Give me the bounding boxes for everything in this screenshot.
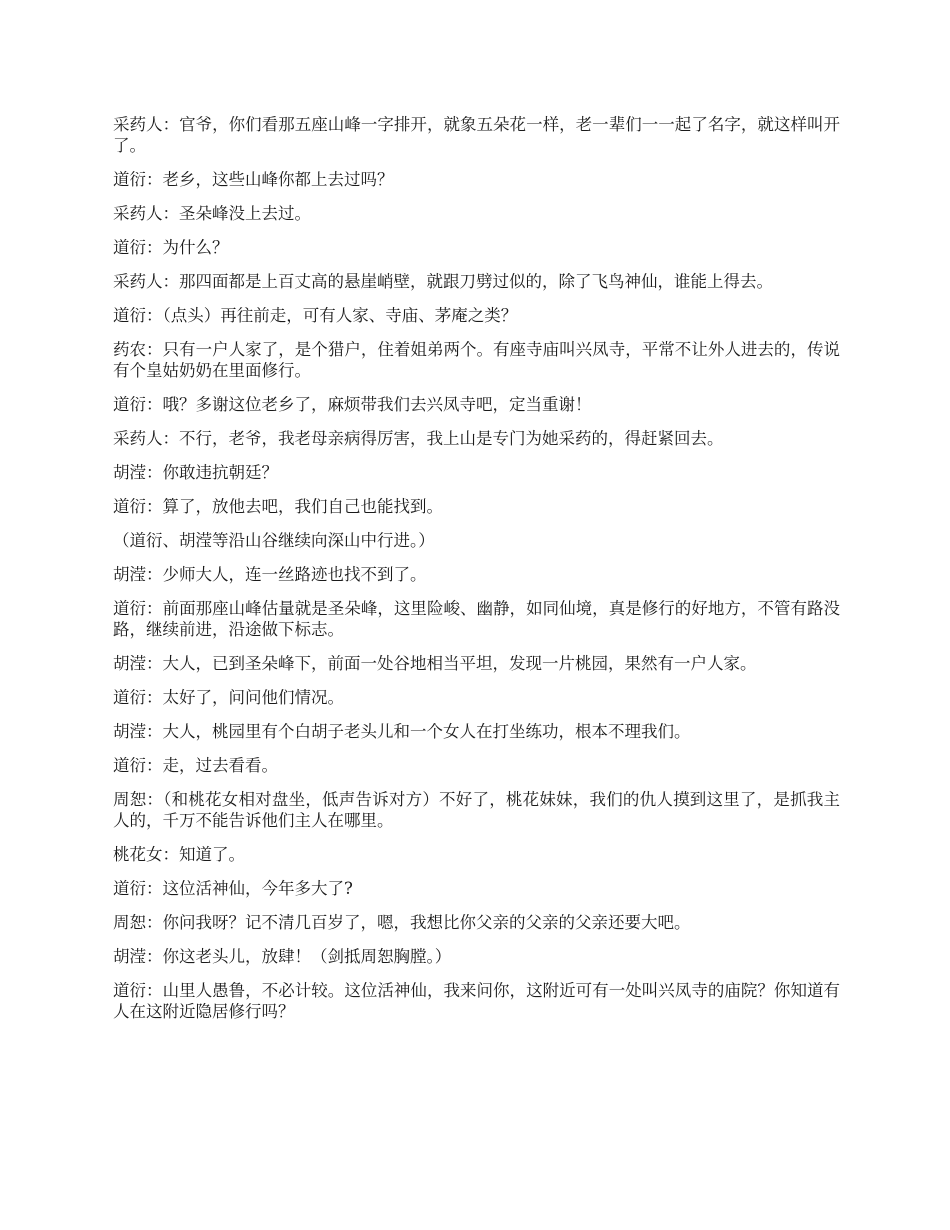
dialogue-line: 道衍：前面那座山峰估量就是圣朵峰，这里险峻、幽静，如同仙境，真是修行的好地方，不管有路没路，继续前进，沿途做下标志。 bbox=[113, 599, 840, 639]
dialogue-line: 周恕：你问我呀？记不清几百岁了，嗯，我想比你父亲的父亲的父亲还要大吧。 bbox=[113, 913, 691, 932]
dialogue-line: 道衍：为什么？ bbox=[113, 238, 229, 257]
dialogue-line: 采药人：不行，老爷，我老母亲病得厉害，我上山是专门为她采药的，得赶紧回去。 bbox=[113, 429, 724, 448]
dialogue-line: 道衍：哦？多谢这位老乡了，麻烦带我们去兴凤寺吧，定当重谢！ bbox=[113, 395, 592, 414]
dialogue-line: 道衍：这位活神仙，今年多大了? bbox=[113, 879, 353, 898]
dialogue-line: 胡滢：大人，已到圣朵峰下，前面一处谷地相当平坦，发现一片桃园，果然有一户人家。 bbox=[113, 654, 757, 673]
stage-direction: （道衍、胡滢等沿山谷继续向深山中行进。） bbox=[113, 531, 435, 550]
dialogue-line: 道衍：太好了，问问他们情况。 bbox=[113, 688, 344, 707]
dialogue-line: 药农：只有一户人家了，是个猎户，住着姐弟两个。有座寺庙叫兴凤寺，平常不让外人进去的，传说有个皇姑奶奶在里面修行。 bbox=[113, 340, 840, 380]
dialogue-line: 采药人：官爷，你们看那五座山峰一字排开，就象五朵花一样，老一辈们一一起了名字，就这样叫开了。 bbox=[113, 115, 840, 155]
dialogue-line: 道衍：老乡，这些山峰你都上去过吗？ bbox=[113, 170, 394, 189]
dialogue-line: 道衍：（点头）再往前走，可有人家、寺庙、茅庵之类？ bbox=[113, 306, 518, 325]
dialogue-line: 胡滢：你这老头儿，放肆！（剑抵周恕胸膛。） bbox=[113, 947, 452, 966]
dialogue-line: 胡滢：大人，桃园里有个白胡子老头儿和一个女人在打坐练功，根本不理我们。 bbox=[113, 722, 691, 741]
dialogue-line: 胡滢：少师大人，连一丝路迹也找不到了。 bbox=[113, 565, 427, 584]
script-text-body bbox=[113, 114, 840, 1035]
dialogue-line: 道衍：算了，放他去吧，我们自己也能找到。 bbox=[113, 497, 443, 516]
dialogue-line: 胡滢：你敢违抗朝廷？ bbox=[113, 463, 278, 482]
dialogue-line: 采药人：圣朵峰没上去过。 bbox=[113, 204, 311, 223]
dialogue-line: 道衍：走，过去看看。 bbox=[113, 756, 278, 775]
dialogue-line: 周恕：（和桃花女相对盘坐，低声告诉对方）不好了，桃花妹妹，我们的仇人摸到这里了，是抓我主人的，千万不能告诉他们主人在哪里。 bbox=[113, 790, 840, 830]
dialogue-line: 采药人：那四面都是上百丈高的悬崖峭壁，就跟刀劈过似的，除了飞鸟神仙，谁能上得去。 bbox=[113, 272, 773, 291]
dialogue-line: 桃花女：知道了。 bbox=[113, 845, 245, 864]
dialogue-line: 道衍：山里人愚鲁，不必计较。这位活神仙，我来问你，这附近可有一处叫兴凤寺的庙院？你知道有人在这附近隐居修行吗？ bbox=[113, 981, 840, 1021]
